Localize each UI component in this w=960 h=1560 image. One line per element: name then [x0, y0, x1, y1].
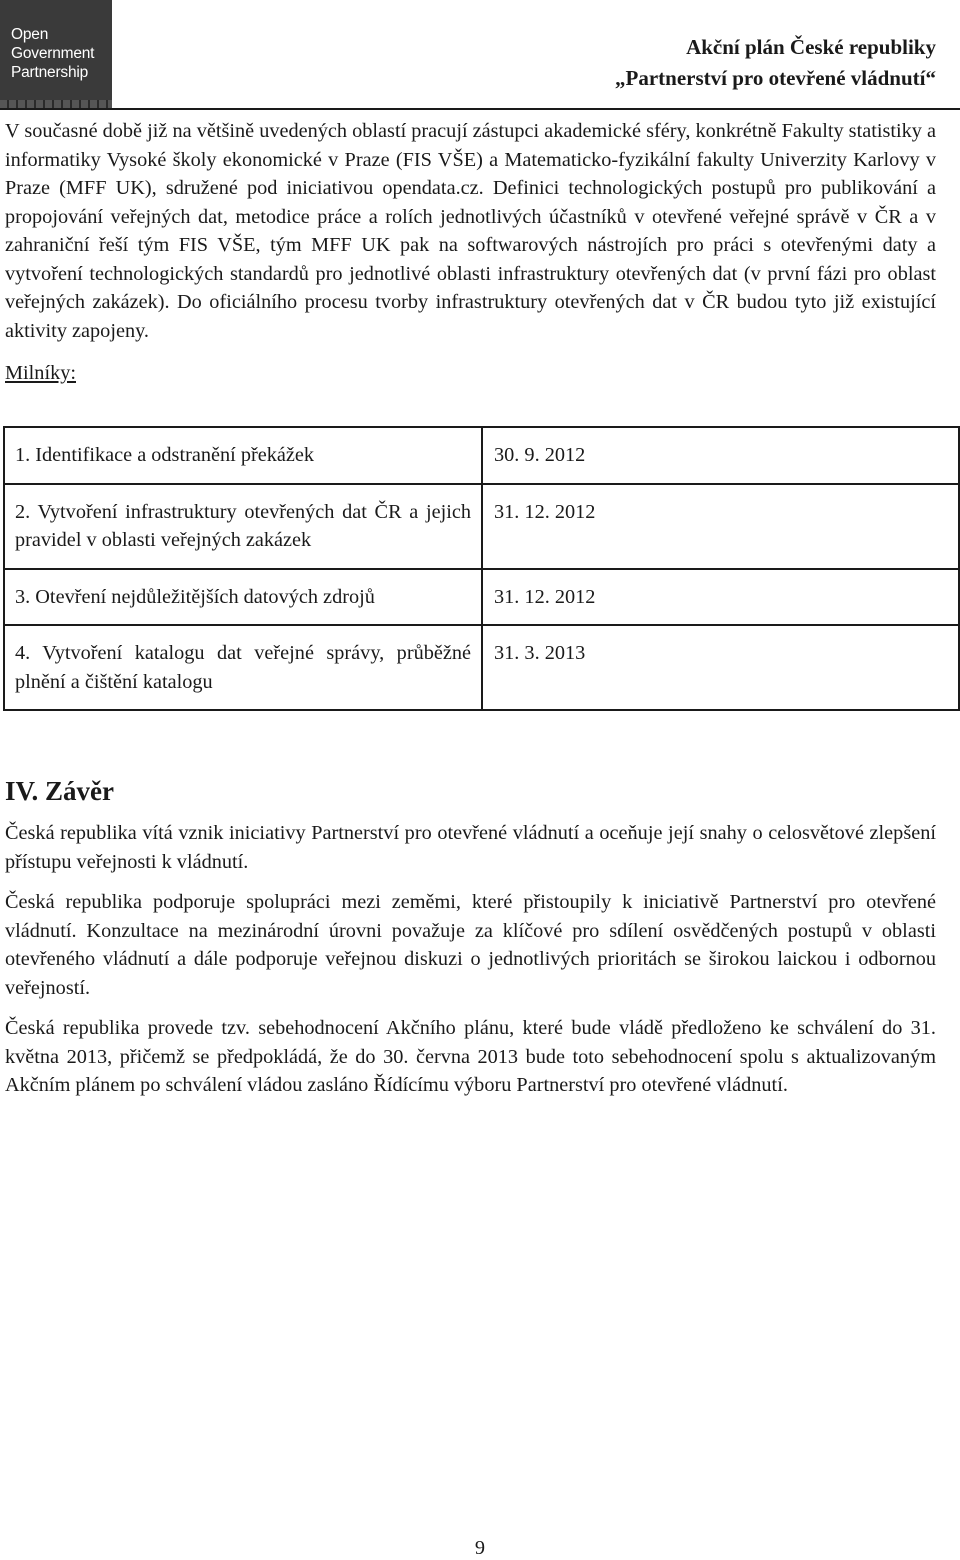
milestone-task: 2. Vytvoření infrastruktury otevřených dat ČR a jejich pravidel v oblasti veřejných zakázek	[4, 484, 482, 569]
milestones-heading: Milníky:	[5, 362, 76, 384]
page-number: 9	[474, 1537, 486, 1559]
table-row	[4, 625, 959, 710]
milestone-date: 31. 3. 2013	[482, 625, 959, 710]
milestones-table	[3, 426, 960, 711]
milestone-date: 31. 12. 2012	[482, 484, 959, 569]
milestone-date: 30. 9. 2012	[482, 427, 959, 484]
logo-line-partnership: Partnership	[11, 64, 89, 81]
logo-decorative-bar	[0, 100, 112, 108]
table-row	[4, 427, 959, 484]
table-row	[4, 484, 959, 569]
conclusion-paragraph: Česká republika podporuje spolupráci mezi zeměmi, které přistoupily k iniciativě Partnerství pro otevřené vládnutí. Konzultace na mezinárodní úrovni považuje za klíčové pro sdílení osvědčených postupů v oblasti otevřeného vládnutí a dále podporuje veřejnou diskuzi o jednotlivých prioritách se širokou laickou i odbornou veřejností.	[5, 891, 936, 999]
milestone-task: 3. Otevření nejdůležitějších datových zdrojů	[4, 569, 482, 626]
conclusion-heading: IV. Závěr	[5, 776, 115, 806]
header-title-line-2: „Partnerství pro otevřené vládnutí“	[615, 66, 936, 90]
conclusion-paragraph: Česká republika vítá vznik iniciativy Partnerství pro otevřené vládnutí a oceňuje její snahy o celosvětové zlepšení přístupu veřejnosti k vládnutí.	[5, 822, 936, 873]
table-row	[4, 569, 959, 626]
intro-section	[5, 117, 936, 388]
header-divider	[0, 108, 960, 110]
conclusion-section	[5, 774, 936, 1112]
header-title-line-1: Akční plán České republiky	[686, 35, 936, 59]
open-government-partnership-logo	[0, 0, 112, 108]
milestone-task: 4. Vytvoření katalogu dat veřejné správy, průběžné plnění a čištění katalogu	[4, 625, 482, 710]
milestone-task: 1. Identifikace a odstranění překážek	[4, 427, 482, 484]
milestone-date: 31. 12. 2012	[482, 569, 959, 626]
intro-paragraph: V současné době již na většině uvedených oblastí pracují zástupci akademické sféry, konkrétně Fakulty statistiky a informatiky Vysoké školy ekonomické v Praze (FIS VŠE) a Matematicko-fyzikální fakulty Univerzity Karlovy v Praze (MFF UK), sdružené pod iniciativou opendata.cz. Definici technologických postupů pro publikování a propojování veřejných dat, metodice práce a rolích jednotlivých účastníků v otevřené veřejné správě v ČR a v zahraniční řeší tým FIS VŠE, tým MFF UK pak na softwarových nástrojích pro práci s otevřenými daty a vytvoření technologických standardů pro jednotlivé oblasti infrastruktury otevřených dat (v první fázi pro oblast veřejných zakázek). Do oficiálního procesu tvorby infrastruktury otevřených dat v ČR budou tyto již existující aktivity zapojeny.	[5, 120, 936, 342]
page-header-title	[615, 32, 936, 94]
logo-line-open: Open	[11, 26, 49, 43]
conclusion-paragraph: Česká republika provede tzv. sebehodnocení Akčního plánu, které bude vládě předloženo ke schválení do 31. května 2013, přičemž se předpokládá, že do 30. června 2013 bude toto sebehodnocení spolu s aktualizovaným Akčním plánem po schválení vládou zasláno Řídícímu výboru Partnerství pro otevřené vládnutí.	[5, 1017, 936, 1096]
logo-line-government: Government	[11, 45, 95, 62]
